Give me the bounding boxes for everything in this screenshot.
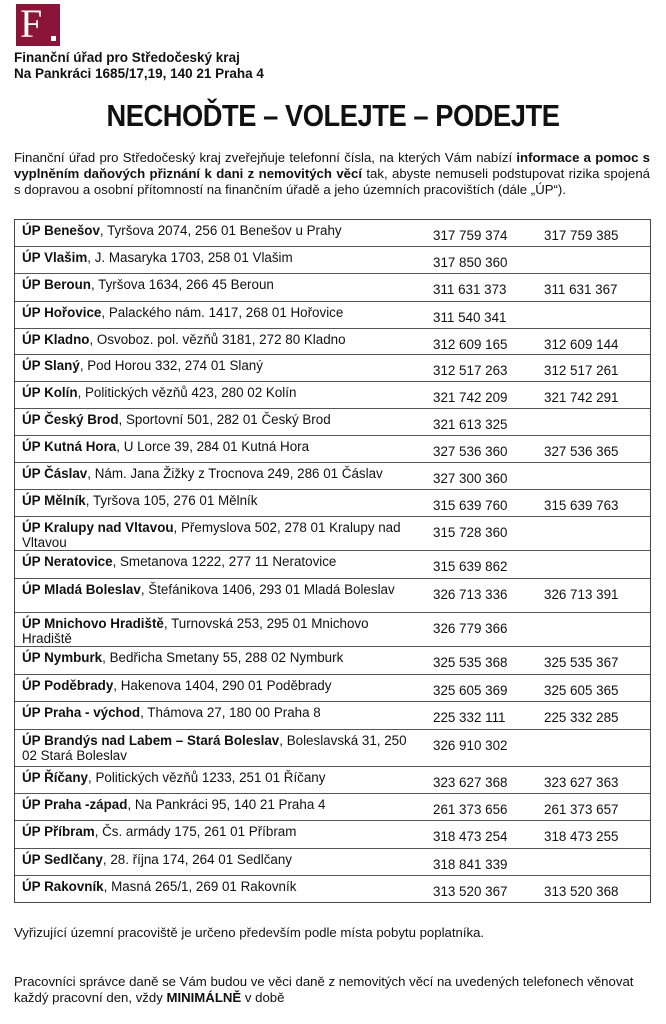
office-address: , 28. října 174, 264 01 Sedlčany — [102, 852, 292, 867]
logo-letter: F — [20, 1, 43, 46]
office-name: ÚP Brandýs nad Labem – Stará Boleslav — [22, 733, 280, 748]
office-phone-2[interactable] — [536, 247, 650, 273]
office-address-cell — [15, 794, 425, 820]
office-phone-1[interactable]: 317 850 360 — [433, 255, 508, 270]
office-address-cell — [15, 436, 425, 462]
office-address-cell — [15, 675, 425, 701]
office-address: , Čs. armády 175, 261 01 Příbram — [94, 824, 297, 839]
office-phone-1[interactable]: 225 332 111 — [433, 710, 506, 725]
office-phone-1[interactable]: 312 609 165 — [433, 337, 508, 352]
intro-paragraph — [14, 150, 650, 198]
office-row — [15, 246, 650, 273]
office-address-cell — [15, 274, 425, 301]
office-phone-1[interactable]: 315 639 862 — [433, 559, 508, 574]
office-phone-2[interactable] — [536, 302, 650, 328]
office-row — [15, 273, 650, 301]
office-address: , Tyršova 2074, 256 01 Benešov u Prahy — [99, 223, 342, 238]
office-address: , Přemyslova 502, 278 01 Kralupy nad Vltavou — [22, 520, 401, 550]
office-phone-1[interactable]: 325 535 368 — [433, 655, 508, 670]
office-name: ÚP Benešov — [22, 223, 100, 238]
office-address: , Smetanova 1222, 277 11 Neratovice — [112, 554, 337, 569]
office-row — [15, 550, 650, 578]
office-address-cell — [15, 730, 425, 766]
office-phone-2[interactable]: 315 639 763 — [544, 498, 619, 513]
office-name: ÚP Hořovice — [22, 305, 102, 320]
office-address: , U Lorce 39, 284 01 Kutná Hora — [116, 439, 310, 454]
office-address: , Osvoboz. pol. vězňů 3181, 272 80 Kladno — [89, 332, 346, 347]
office-name: ÚP Vlašim — [22, 250, 88, 265]
office-name: ÚP Říčany — [22, 770, 88, 785]
organization-name: Finanční úřad pro Středočeský kraj — [14, 50, 240, 65]
note-availability-bold: MINIMÁLNĚ — [166, 990, 242, 1005]
office-name: ÚP Slaný — [22, 358, 80, 373]
office-phone-2[interactable]: 321 742 291 — [544, 390, 619, 405]
office-phone-1[interactable]: 321 742 209 — [433, 390, 508, 405]
intro-text-1: Finanční úřad pro Středočeský kraj zveřejňuje telefonní čísla, na kterých Vám nabízí — [14, 150, 517, 165]
office-name: ÚP Kralupy nad Vltavou — [22, 520, 174, 535]
office-phone-2[interactable] — [536, 517, 650, 550]
office-phone-2[interactable]: 318 473 255 — [544, 829, 619, 844]
office-name: ÚP Kolín — [22, 385, 78, 400]
office-address-cell — [15, 302, 425, 328]
office-row — [15, 462, 650, 489]
office-row — [15, 729, 650, 766]
office-phone-2[interactable] — [536, 409, 650, 435]
office-address: , Hakenova 1404, 290 01 Poděbrady — [113, 678, 332, 693]
intro-text-bold: informace a pomoc s vyplněním daňových přiznání k dani z nemovitých věcí — [14, 150, 651, 181]
office-address-cell — [15, 490, 425, 516]
office-phone-2[interactable] — [536, 551, 650, 578]
office-phone-1[interactable]: 312 517 263 — [433, 363, 508, 378]
office-name: ÚP Praha - východ — [22, 705, 141, 720]
office-address: , J. Masaryka 1703, 258 01 Vlašim — [87, 250, 293, 265]
office-address: , Thámova 27, 180 00 Praha 8 — [140, 705, 321, 720]
office-phone-2[interactable] — [536, 613, 650, 646]
office-phone-1[interactable]: 311 631 373 — [433, 282, 507, 297]
office-row — [15, 848, 650, 875]
office-phone-1[interactable]: 321 613 325 — [433, 417, 508, 432]
office-address-cell — [15, 355, 425, 381]
office-phone-2[interactable]: 313 520 368 — [544, 884, 619, 899]
office-phone-1[interactable]: 327 300 360 — [433, 471, 508, 486]
office-row — [15, 612, 650, 646]
office-address: , Tyršova 1634, 266 45 Beroun — [90, 277, 274, 292]
organization-header — [14, 50, 264, 82]
office-address-cell — [15, 876, 425, 902]
office-name: ÚP Příbram — [22, 824, 95, 839]
office-name: ÚP Čáslav — [22, 466, 88, 481]
office-name: ÚP Sedlčany — [22, 852, 103, 867]
office-phone-1[interactable]: 327 536 360 — [433, 444, 508, 459]
office-address: , Masná 265/1, 269 01 Rakovník — [103, 879, 297, 894]
office-phone-2[interactable]: 312 517 261 — [544, 363, 619, 378]
office-name: ÚP Nymburk — [22, 650, 103, 665]
office-row — [15, 408, 650, 435]
office-name: ÚP Mnichovo Hradiště — [22, 616, 164, 631]
office-row — [15, 489, 650, 516]
office-name: ÚP Poděbrady — [22, 678, 114, 693]
office-name: ÚP Český Brod — [22, 412, 119, 427]
office-address: , Boleslavská 31, 250 02 Stará Boleslav — [22, 733, 407, 763]
office-phone-1[interactable]: 325 605 369 — [433, 683, 508, 698]
office-address: , Politických vězňů 1233, 251 01 Říčany — [88, 770, 326, 785]
office-name: ÚP Mladá Boleslav — [22, 582, 141, 597]
office-phone-2[interactable]: 325 605 365 — [544, 683, 619, 698]
note-availability-text-1: Pracovníci správce daně se Vám budou ve věci daně z nemovitých věcí na uvedených telefonech věnovat každý pracovní den, vždy — [14, 974, 634, 1005]
office-name: ÚP Kutná Hora — [22, 439, 117, 454]
office-row — [15, 820, 650, 848]
office-phone-1[interactable]: 318 841 339 — [433, 857, 508, 872]
office-phone-1[interactable]: 326 779 366 — [433, 621, 508, 636]
intro-text-2: tak, abyste nemuseli podstupovat rizika spojená s dopravou a osobní přítomností na finančním úřadě a jeho územních pracovištích (dále „ÚP“). — [14, 166, 650, 197]
office-address-cell — [15, 647, 425, 674]
office-address-cell — [15, 517, 425, 550]
office-name: ÚP Neratovice — [22, 554, 113, 569]
office-name: ÚP Rakovník — [22, 879, 104, 894]
office-row — [15, 875, 650, 902]
office-address: , Nám. Jana Žižky z Trocnova 249, 286 01 Čáslav — [87, 466, 383, 481]
office-row — [15, 701, 650, 729]
office-phone-2[interactable]: 323 627 363 — [544, 775, 619, 790]
office-row — [15, 578, 650, 612]
office-phone-2[interactable] — [536, 463, 650, 489]
office-row — [15, 328, 650, 354]
office-address: , Tyršova 105, 276 01 Mělník — [85, 493, 258, 508]
office-row — [15, 301, 650, 328]
office-phone-1[interactable]: 313 520 367 — [433, 884, 508, 899]
office-address-cell — [15, 329, 425, 354]
office-row — [15, 381, 650, 408]
office-phone-2[interactable]: 261 373 657 — [544, 802, 619, 817]
office-phone-1[interactable]: 318 473 254 — [433, 829, 508, 844]
office-name: ÚP Mělník — [22, 493, 86, 508]
office-address-cell — [15, 849, 425, 875]
office-phone-1[interactable]: 311 540 341 — [433, 310, 507, 325]
office-row — [15, 516, 650, 550]
offices-phone-table — [14, 219, 651, 903]
office-address: , Turnovská 253, 295 01 Mnichovo Hradiště — [22, 616, 369, 646]
note-residence: Vyřizující územní pracoviště je určeno především podle místa pobytu poplatníka. — [14, 925, 485, 940]
office-phone-2[interactable]: 327 536 365 — [544, 444, 619, 459]
office-address-cell — [15, 767, 425, 793]
office-phone-2[interactable]: 312 609 144 — [544, 337, 619, 352]
office-row — [15, 354, 650, 381]
office-address: , Bedřicha Smetany 55, 288 02 Nymburk — [102, 650, 344, 665]
office-name: ÚP Beroun — [22, 277, 91, 292]
office-address-cell — [15, 409, 425, 435]
office-address-cell — [15, 702, 425, 729]
note-availability-text-2: v době — [241, 990, 285, 1005]
office-address-cell — [15, 220, 425, 246]
office-address: , Palackého nám. 1417, 268 01 Hořovice — [101, 305, 344, 320]
office-row — [15, 220, 650, 246]
office-address: , Sportovní 501, 282 01 Český Brod — [118, 412, 331, 427]
office-address: , Štefánikova 1406, 293 01 Mladá Boleslav — [140, 582, 395, 597]
office-phone-2[interactable] — [536, 849, 650, 875]
office-address-cell — [15, 551, 425, 578]
office-row — [15, 646, 650, 674]
office-address-cell — [15, 613, 425, 646]
office-phone-1[interactable]: 326 910 302 — [433, 738, 508, 753]
financni-urad-logo — [16, 1, 60, 46]
office-address-cell — [15, 821, 425, 848]
page-title: NECHOĎTE – VOLEJTE – PODEJTE — [106, 98, 560, 133]
office-address-cell — [15, 247, 425, 273]
organization-address: Na Pankráci 1685/17,19, 140 21 Praha 4 — [14, 66, 264, 81]
office-phone-2[interactable]: 326 713 391 — [544, 587, 619, 602]
logo-dot — [51, 36, 56, 41]
office-address: , Politických vězňů 423, 280 02 Kolín — [77, 385, 297, 400]
office-phone-1[interactable]: 261 373 656 — [433, 802, 508, 817]
office-phone-2[interactable]: 325 535 367 — [544, 655, 619, 670]
office-phone-2[interactable] — [536, 730, 650, 766]
office-row — [15, 435, 650, 462]
office-name: ÚP Praha -západ — [22, 797, 128, 812]
office-phone-1[interactable]: 326 713 336 — [433, 587, 508, 602]
office-address-cell — [15, 579, 425, 612]
office-phone-2[interactable]: 317 759 385 — [544, 228, 619, 243]
office-address: , Pod Horou 332, 274 01 Slaný — [79, 358, 263, 373]
office-phone-2[interactable]: 311 631 367 — [544, 282, 618, 297]
office-name: ÚP Kladno — [22, 332, 90, 347]
office-row — [15, 674, 650, 701]
note-availability — [14, 974, 654, 1006]
office-phone-2[interactable]: 225 332 285 — [544, 710, 619, 725]
office-phone-1[interactable]: 315 728 360 — [433, 525, 508, 540]
office-phone-1[interactable]: 323 627 368 — [433, 775, 508, 790]
office-row — [15, 766, 650, 793]
office-address-cell — [15, 463, 425, 489]
office-address: , Na Pankráci 95, 140 21 Praha 4 — [127, 797, 326, 812]
office-address-cell — [15, 382, 425, 408]
office-row — [15, 793, 650, 820]
office-phone-1[interactable]: 315 639 760 — [433, 498, 508, 513]
office-phone-1[interactable]: 317 759 374 — [433, 228, 508, 243]
